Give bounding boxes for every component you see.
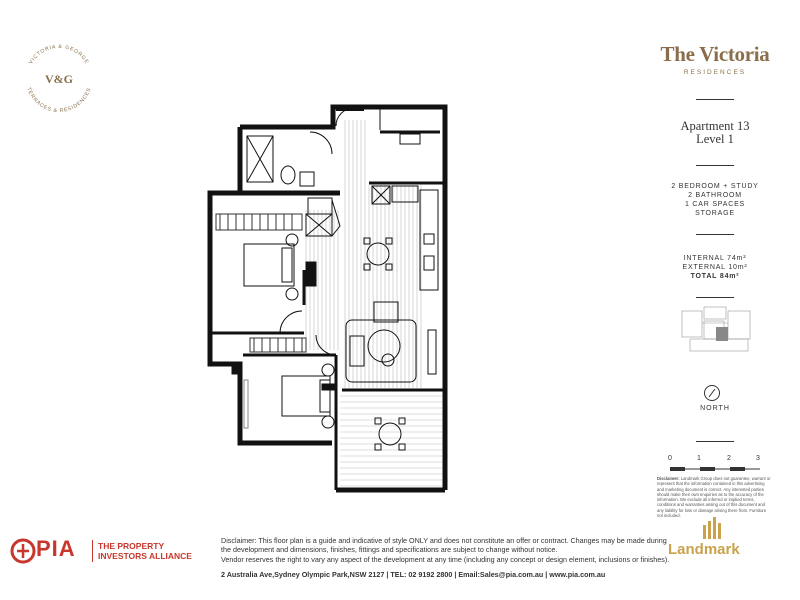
- scale-bar: [664, 455, 774, 475]
- spec-item: 2 BEDROOM + STUDY: [671, 183, 759, 190]
- scale-label: 2: [727, 455, 731, 462]
- scale-label: 3: [756, 455, 760, 462]
- pia-wordmark: PIA: [36, 536, 76, 561]
- north-label: NORTH: [700, 405, 730, 412]
- seal-monogram: V&G: [45, 72, 73, 86]
- area-summary: [640, 254, 790, 281]
- scale-label: 1: [697, 455, 701, 462]
- disclaimer-text: Disclaimer: This floor plan is a guide and indicative of style ONLY and does not constitute an offer or contract. Changes may be made during the development and dimensions, finishes, fittings and specifications are subject to change without notice.: [221, 536, 667, 555]
- brand-name: The Victoria: [660, 42, 770, 66]
- kitchen-bench: [420, 190, 438, 290]
- divider: [696, 441, 734, 442]
- seal-ring-top: VICTORIA & GEORGE: [28, 43, 90, 66]
- sink: [424, 234, 434, 244]
- vendor-text: Vendor reserves the right to vary any aspect of the development at any time (including any concept or design element, inclusions or finishes).: [221, 554, 670, 564]
- lounge-furniture: [346, 302, 436, 382]
- spec-item: 2 BATHROOM: [688, 192, 742, 199]
- bedroom1-furniture: [216, 214, 302, 333]
- external-area: EXTERNAL 10m²: [682, 264, 748, 271]
- apartment-highlight: [716, 327, 728, 341]
- footer-disclaimer: [221, 536, 671, 564]
- fine-print-text: Landmark Group does not guarantee, warrant or represent that the information contained in this advertising and marketing document is correct. Any interested parties should make their own enquiries as to the accuracy of the information. We exclude all inferred or implied terms, conditions and warranties arising out of this document and any liability for loss or damage arising there from. Furniture not included.: [657, 476, 771, 519]
- pia-tagline: [98, 541, 192, 561]
- spec-list: [640, 182, 790, 218]
- bed2: [282, 376, 330, 416]
- divider: [696, 99, 734, 100]
- tv-unit: [428, 330, 436, 374]
- dining-table: [364, 238, 392, 270]
- bedroom2-furniture: [244, 335, 336, 428]
- divider: [696, 297, 734, 298]
- seal-ring-bottom: TERRACES & RESIDENCES: [25, 86, 93, 115]
- spec-item: 1 CAR SPACES: [684, 201, 746, 208]
- toilet: [281, 166, 295, 184]
- total-area: TOTAL 84m²: [690, 273, 740, 280]
- brand-subtitle: RESIDENCES: [683, 69, 747, 76]
- brand-block: [640, 42, 790, 76]
- bed1-door-swing: [280, 311, 302, 333]
- pia-separator: [92, 540, 93, 562]
- spec-item: STORAGE: [695, 210, 735, 217]
- fine-print-label: Disclaimer:: [657, 476, 680, 481]
- pia-tagline-line2: INVESTORS ALLIANCE: [98, 551, 192, 561]
- internal-area: INTERNAL 74m²: [683, 255, 747, 262]
- footer-contact: 2 Australia Ave,Sydney Olympic Park,NSW 2127 | TEL: 02 9192 2800 | Email:Sales@pia.com.au | www.pia.com.au: [221, 570, 606, 579]
- laundry-door: [332, 200, 340, 236]
- apartment-title-block: [640, 120, 790, 146]
- landmark-wordmark: Landmark: [668, 541, 740, 558]
- bed1: [244, 244, 294, 286]
- cooktop: [424, 256, 434, 270]
- bathroom-fixtures: [247, 132, 332, 186]
- column: [306, 262, 316, 286]
- landmark-logo-icon: [700, 517, 726, 539]
- apartment-number: Apartment 13: [680, 119, 750, 133]
- divider: [696, 234, 734, 235]
- scale-label: 0: [668, 455, 672, 462]
- divider: [696, 165, 734, 166]
- apartment-level: Level 1: [696, 132, 734, 146]
- fine-print-disclaimer: [657, 476, 772, 518]
- pia-logo-icon: [10, 538, 36, 564]
- pia-tagline-line1: THE PROPERTY: [98, 541, 165, 551]
- basin: [300, 172, 314, 186]
- sink: [308, 198, 332, 214]
- balcony-table: [375, 418, 405, 450]
- key-plan-diagram: [680, 305, 754, 355]
- bath-door-swing: [310, 132, 332, 154]
- north-arrow-icon: [703, 384, 721, 402]
- storage-shelf: [400, 134, 420, 144]
